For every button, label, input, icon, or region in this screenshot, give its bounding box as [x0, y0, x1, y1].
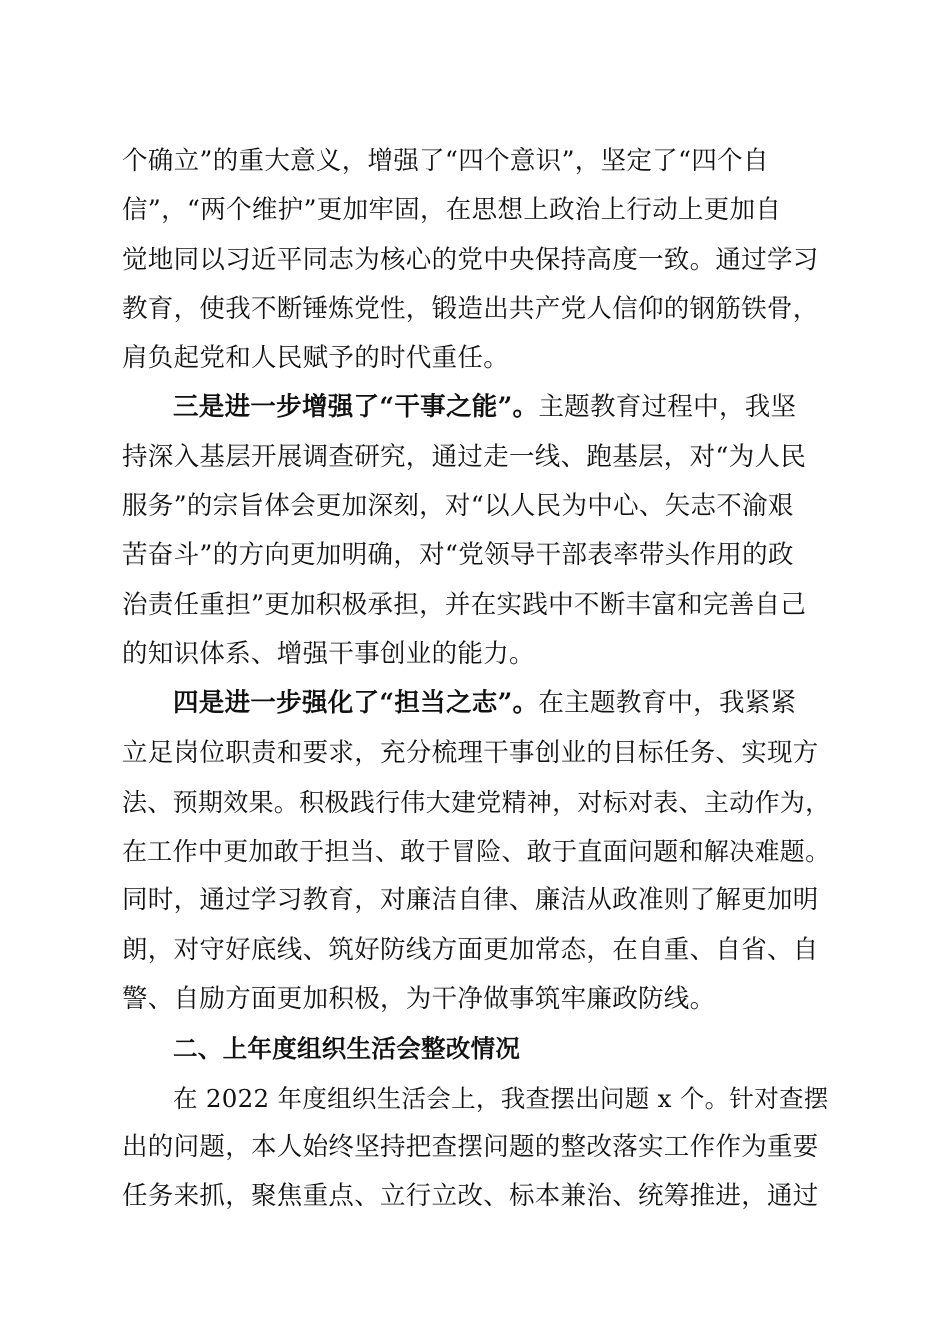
text-line: 警、自励方面更加积极，为干净做事筑牢廉政防线。 — [122, 984, 716, 1015]
paragraph-responsibility — [122, 679, 834, 1024]
paragraph-capability — [122, 383, 834, 679]
text-line: 立足岗位职责和要求，充分梳理干事创业的目标任务、实现方 — [122, 737, 819, 768]
text-line-first — [122, 679, 834, 728]
text-line: 出的问题，本人始终坚持把查摆问题的整改落实工作作为重要 — [122, 1131, 819, 1162]
text-line: 个确立”的重大意义，增强了“四个意识”，坚定了“四个自 — [122, 146, 769, 176]
text-line: 信”，“两个维护”更加牢固，在思想上政治上行动上更加自 — [122, 195, 782, 226]
text-line: 持深入基层开展调查研究，通过走一线、跑基层，对“为人民 — [122, 441, 807, 472]
text-line: 治责任重担”更加积极承担，并在实践中不断丰富和完善自己 — [122, 589, 807, 620]
document-body — [122, 137, 834, 1222]
text-line: 教育，使我不断锤炼党性，锻造出共产党人信仰的钢筋铁骨， — [122, 293, 819, 324]
paragraph-first-text: 主题教育过程中，我坚 — [538, 392, 797, 423]
paragraph-lead: 四是进一步强化了“担当之志”。 — [173, 688, 539, 719]
text-line: 朗，对守好底线、筑好防线方面更加常态，在自重、自省、自 — [122, 934, 819, 965]
text-line-first — [122, 383, 834, 432]
text-line: 法、预期效果。积极践行伟大建党精神，对标对表、主动作为， — [122, 787, 831, 817]
text-line: 苦奋斗”的方向更加明确，对“党领导干部表率带头作用的政 — [122, 540, 794, 571]
text-line: 肩负起党和人民赋予的时代重任。 — [122, 343, 510, 374]
text-line-first: 在 2022 年度组织生活会上，我查摆出问题 x 个。针对查摆 — [173, 1083, 829, 1113]
text-line: 在工作中更加敢于担当、敢于冒险、敢于直面问题和解决难题。 — [122, 837, 831, 867]
text-line: 的知识体系、增强干事创业的能力。 — [122, 638, 535, 669]
section-heading: 二、上年度组织生活会整改情况 — [173, 1034, 521, 1064]
paragraph-first-text: 在主题教育中，我紧紧 — [538, 688, 797, 719]
text-line: 服务”的宗旨体会更加深刻，对“以人民为中心、矢志不渝艰 — [122, 491, 794, 522]
text-line: 任务来抓，聚焦重点、立行立改、标本兼治、统筹推进，通过 — [122, 1181, 819, 1212]
text-line: 觉地同以习近平同志为核心的党中央保持高度一致。通过学习 — [122, 244, 819, 275]
paragraph-lead: 三是进一步增强了“干事之能”。 — [173, 392, 539, 423]
paragraph-continuation — [122, 137, 834, 383]
text-line: 同时，通过学习教育，对廉洁自律、廉洁从政准则了解更加明 — [122, 885, 819, 916]
paragraph-rectification — [122, 1074, 834, 1222]
